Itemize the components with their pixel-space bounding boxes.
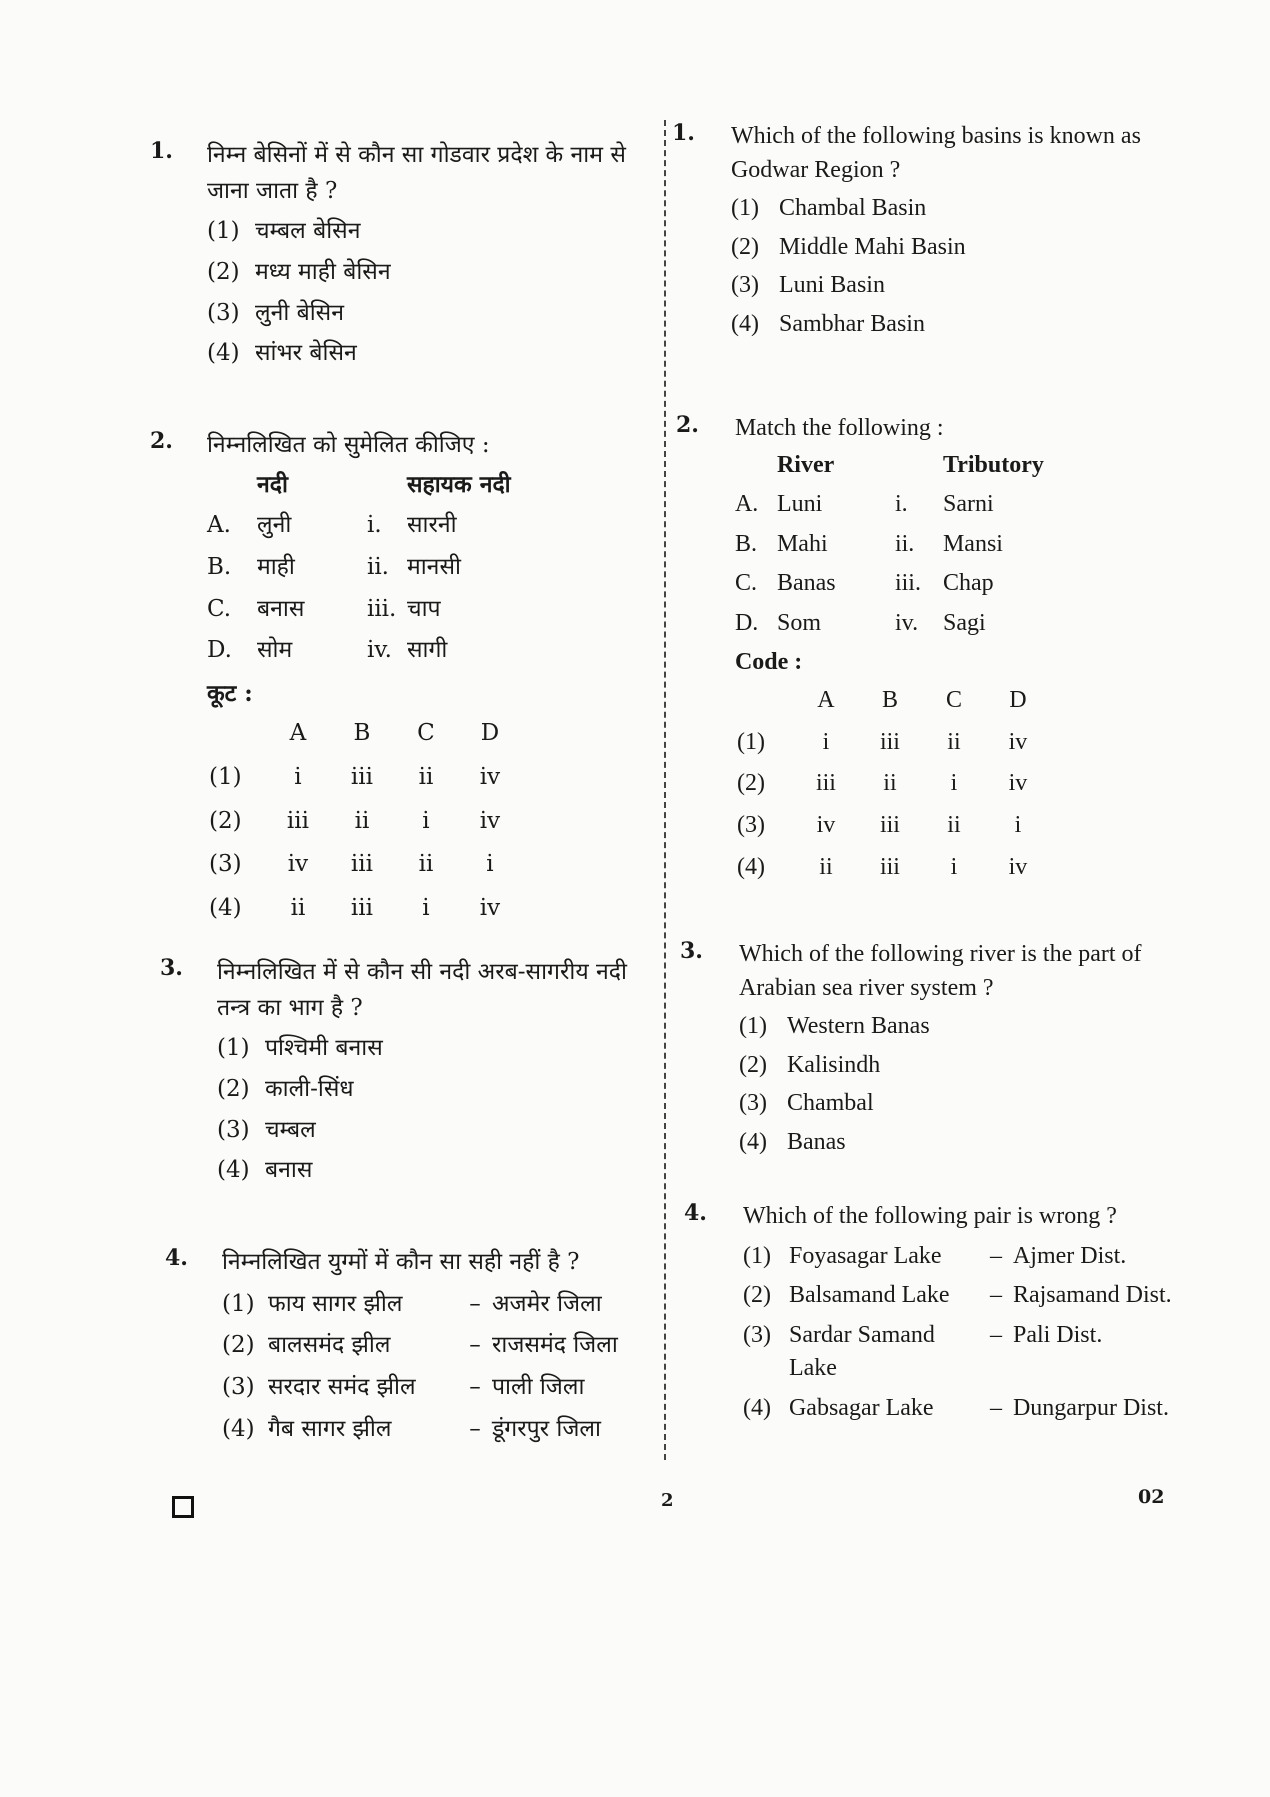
match-cell: iv.: [366, 637, 392, 664]
code-cell: i: [422, 807, 430, 834]
match-cell: B.: [206, 553, 232, 580]
code-cell: iv: [479, 807, 501, 834]
code-cell: i: [1014, 811, 1022, 838]
code-row: [209, 801, 521, 843]
question-text: निम्न बेसिनों में से कौन सा गोडवार प्रदेश के नाम से जाना जाता है ?: [206, 142, 626, 204]
column-header: River: [776, 451, 835, 478]
option-number: (4): [216, 1157, 250, 1184]
code-header: A: [289, 720, 307, 747]
code-option-number: (1): [208, 764, 242, 791]
pair-lake: Balsamand Lake: [788, 1282, 950, 1309]
pair-row: [222, 1328, 652, 1364]
hindi-question-4: [165, 1245, 655, 1453]
pair-number: (4): [742, 1394, 771, 1421]
code-header: A: [817, 687, 835, 714]
option-number: (1): [738, 1013, 767, 1040]
option: [731, 308, 1151, 342]
code-cell: iii: [879, 811, 900, 838]
option-number: (1): [730, 195, 759, 222]
question-text: Which of the following basins is known as Godwar Region ?: [730, 123, 1141, 183]
option-text: Chambal: [786, 1090, 874, 1117]
option-number: (2): [738, 1051, 767, 1078]
match-cell: माही: [256, 553, 295, 580]
english-question-1: [672, 120, 1172, 347]
pair-district: डूंगरपुर जिला: [491, 1415, 601, 1442]
code-header: B: [353, 720, 371, 747]
pair-dash: –: [989, 1282, 1002, 1309]
match-cell: ii.: [894, 530, 915, 557]
match-cell: B.: [734, 530, 757, 557]
option-text: चम्बल: [264, 1116, 316, 1143]
code-option-number: (1): [736, 728, 765, 755]
pair-lake: Gabsagar Lake: [788, 1394, 934, 1421]
match-cell: iii.: [894, 570, 921, 597]
match-row: [207, 505, 511, 547]
option: [731, 231, 1151, 265]
option-text: Western Banas: [786, 1013, 930, 1040]
code-header: B: [881, 687, 898, 714]
option: [731, 192, 1151, 226]
code-cell: [737, 681, 793, 721]
match-cell: ii.: [366, 553, 389, 580]
option-number: (1): [206, 218, 240, 245]
pair-number: (1): [221, 1290, 255, 1317]
option-number: (4): [730, 310, 759, 337]
match-cell: Som: [776, 609, 821, 636]
option-text: काली-सिंध: [264, 1075, 354, 1102]
booklet-code: 02: [1138, 1486, 1165, 1508]
match-cell: Chap: [942, 570, 994, 597]
code-cell: i: [950, 770, 958, 797]
question-number: 3.: [680, 938, 703, 964]
pair-district: पाली जिला: [491, 1373, 585, 1400]
pair-lake: गैब सागर झील: [267, 1415, 392, 1442]
english-question-2: [676, 412, 1176, 889]
question-number: 2.: [676, 412, 699, 438]
code-cell: i: [486, 851, 494, 878]
option: [217, 1153, 637, 1189]
option: [739, 1049, 1159, 1083]
question-number: 3.: [160, 955, 183, 981]
pairs-list: [222, 1287, 652, 1448]
match-cell: सोम: [256, 637, 293, 664]
code-cell: ii: [819, 853, 833, 880]
code-cell: ii: [947, 728, 961, 755]
option-text: बनास: [264, 1157, 313, 1184]
match-cell: A.: [734, 491, 759, 518]
match-table: [735, 446, 1044, 644]
options-list: [217, 1031, 637, 1189]
code-cell: iii: [350, 851, 373, 878]
match-cell: Sarni: [942, 491, 994, 518]
code-option-number: (4): [736, 853, 765, 880]
option-number: (3): [206, 299, 240, 326]
pair-lake: बालसमंद झील: [267, 1332, 391, 1359]
code-option-number: (4): [208, 895, 242, 922]
code-cell: ii: [883, 770, 897, 797]
option-number: (3): [738, 1090, 767, 1117]
option-text: पश्चिमी बनास: [264, 1035, 383, 1062]
match-row: [207, 589, 511, 631]
code-cell: iv: [1008, 853, 1028, 880]
pair-lake: Foyasagar Lake: [788, 1242, 942, 1269]
code-cell: iii: [879, 728, 900, 755]
column-divider: [664, 120, 666, 1460]
code-cell: [209, 713, 265, 755]
question-number: 1.: [150, 138, 173, 164]
pair-lake: फाय सागर झील: [267, 1290, 403, 1317]
option: [217, 1031, 637, 1067]
code-cell: iv: [1008, 728, 1028, 755]
code-cell: iii: [815, 770, 836, 797]
code-cell: iv: [479, 895, 501, 922]
pair-district: Pali Dist.: [1012, 1321, 1103, 1348]
code-cell: iv: [479, 764, 501, 791]
option-text: चम्बल बेसिन: [254, 218, 361, 245]
registration-mark-icon: [172, 1496, 194, 1518]
pair-lake: सरदार समंद झील: [267, 1373, 416, 1400]
question-text: निम्नलिखित को सुमेलित कीजिए :: [206, 432, 490, 458]
match-cell: Luni: [776, 491, 823, 518]
pairs-list: [743, 1240, 1173, 1426]
option-text: मध्य माही बेसिन: [254, 258, 391, 285]
code-cell: iii: [350, 895, 373, 922]
match-row: [207, 547, 511, 589]
question-number: 2.: [150, 428, 173, 454]
match-cell: i.: [894, 491, 908, 518]
column-header: सहायक नदी: [406, 470, 511, 498]
option-number: (2): [206, 258, 240, 285]
option-text: लुनी बेसिन: [254, 299, 344, 326]
option: [207, 214, 627, 250]
code-cell: ii: [354, 807, 370, 834]
pair-dash: –: [989, 1321, 1002, 1348]
pair-number: (4): [221, 1415, 255, 1442]
hindi-question-2: [150, 428, 630, 932]
option-text: Banas: [786, 1128, 846, 1155]
match-row: [735, 564, 1044, 604]
code-label: कूट :: [206, 679, 253, 707]
pair-dash: –: [469, 1290, 481, 1317]
option: [739, 1010, 1159, 1044]
code-cell: ii: [418, 851, 434, 878]
option-number: (4): [738, 1128, 767, 1155]
column-header: नदी: [256, 470, 288, 498]
options-list: [739, 1010, 1159, 1159]
pair-row: [222, 1412, 652, 1448]
pair-district: Rajsamand Dist.: [1012, 1282, 1172, 1309]
pair-dash: –: [989, 1394, 1002, 1421]
match-cell: मानसी: [406, 553, 461, 580]
option-text: Chambal Basin: [778, 195, 927, 222]
option-text: सांभर बेसिन: [254, 340, 357, 367]
code-header: C: [945, 687, 962, 714]
code-header: C: [417, 720, 435, 747]
pair-row: [222, 1287, 652, 1323]
question-text: Match the following :: [734, 415, 944, 441]
code-table: [735, 679, 1051, 889]
option-text: Middle Mahi Basin: [778, 233, 966, 260]
english-question-4: [684, 1200, 1184, 1432]
option-text: Luni Basin: [778, 272, 885, 299]
pair-number: (3): [221, 1373, 255, 1400]
pair-row: [743, 1240, 1173, 1274]
option: [739, 1087, 1159, 1121]
pair-row: [222, 1370, 652, 1406]
option-number: (2): [730, 233, 759, 260]
option-number: (3): [216, 1116, 250, 1143]
pair-dash: –: [469, 1332, 481, 1359]
question-text: Which of the following pair is wrong ?: [742, 1203, 1117, 1229]
match-cell: iii.: [366, 595, 397, 622]
code-option-number: (2): [208, 807, 242, 834]
code-row: [737, 723, 1049, 763]
code-cell: iv: [1008, 770, 1028, 797]
option: [207, 296, 627, 332]
question-number: 4.: [165, 1245, 188, 1271]
code-header-row: [209, 713, 521, 755]
pair-district: Dungarpur Dist.: [1012, 1394, 1169, 1421]
option-number: (4): [206, 340, 240, 367]
option: [217, 1072, 637, 1108]
pair-row: [743, 1392, 1173, 1426]
match-cell: Banas: [776, 570, 836, 597]
code-row: [737, 848, 1049, 888]
question-number: 4.: [684, 1200, 707, 1226]
pair-number: (3): [742, 1321, 771, 1348]
code-cell: iii: [286, 807, 309, 834]
code-cell: ii: [418, 764, 434, 791]
match-row: [735, 604, 1044, 644]
page-number: 2: [661, 1490, 674, 1511]
code-row: [209, 757, 521, 799]
code-header: D: [1009, 687, 1027, 714]
code-label: Code :: [734, 648, 803, 675]
pair-dash: –: [469, 1415, 481, 1442]
match-cell: Sagi: [942, 609, 986, 636]
match-row: [207, 630, 511, 672]
pair-dash: –: [469, 1373, 481, 1400]
option-text: Sambhar Basin: [778, 310, 925, 337]
match-cell: सारनी: [406, 512, 457, 539]
code-cell: iii: [350, 764, 373, 791]
question-text: Which of the following river is the part of Arabian sea river system ?: [738, 941, 1142, 1001]
option: [739, 1126, 1159, 1160]
pair-row: [743, 1319, 1173, 1386]
code-row: [209, 844, 521, 886]
code-row: [737, 806, 1049, 846]
code-cell: i: [422, 895, 430, 922]
hindi-question-3: [160, 955, 640, 1194]
match-cell: Mansi: [942, 530, 1003, 557]
column-header: Tributory: [942, 451, 1044, 478]
match-cell: चाप: [406, 595, 441, 622]
pair-lake: Sardar Samand Lake: [788, 1321, 935, 1382]
match-cell: i.: [366, 512, 382, 539]
pair-dash: –: [989, 1242, 1002, 1269]
option-text: Kalisindh: [786, 1051, 881, 1078]
code-cell: iv: [816, 811, 836, 838]
code-cell: iv: [287, 851, 309, 878]
option-number: (1): [216, 1035, 250, 1062]
match-cell: बनास: [256, 595, 305, 622]
pair-district: अजमेर जिला: [491, 1290, 602, 1317]
code-cell: iii: [879, 853, 900, 880]
option: [207, 336, 627, 372]
english-question-3: [680, 938, 1180, 1165]
match-row: [735, 485, 1044, 525]
match-cell: D.: [734, 609, 759, 636]
hindi-question-1: [150, 138, 630, 377]
option: [217, 1113, 637, 1149]
code-option-number: (2): [736, 770, 765, 797]
match-table: [207, 464, 511, 672]
code-cell: i: [294, 764, 302, 791]
code-table: [207, 711, 523, 931]
option: [207, 255, 627, 291]
match-cell: iv.: [894, 609, 919, 636]
pair-number: (1): [742, 1242, 771, 1269]
match-cell: C.: [206, 595, 232, 622]
match-cell: सागी: [406, 637, 448, 664]
pair-district: राजसमंद जिला: [491, 1332, 618, 1359]
option-number: (2): [216, 1075, 250, 1102]
pair-row: [743, 1279, 1173, 1313]
code-option-number: (3): [736, 811, 765, 838]
question-text: निम्नलिखित युग्मों में कौन सा सही नहीं है ?: [221, 1249, 580, 1275]
match-row: [735, 525, 1044, 565]
options-list: [731, 192, 1151, 341]
match-cell: D.: [206, 637, 232, 664]
code-option-number: (3): [208, 851, 242, 878]
code-cell: ii: [290, 895, 306, 922]
pair-number: (2): [742, 1282, 771, 1309]
code-row: [209, 888, 521, 930]
pair-district: Ajmer Dist.: [1012, 1242, 1127, 1269]
options-list: [207, 214, 627, 372]
code-cell: i: [822, 728, 830, 755]
option-number: (3): [730, 272, 759, 299]
question-number: 1.: [672, 120, 695, 146]
match-cell: लुनी: [256, 512, 292, 539]
match-cell: A.: [206, 512, 231, 539]
match-cell: C.: [734, 570, 757, 597]
code-cell: ii: [947, 811, 961, 838]
option: [731, 269, 1151, 303]
question-text: निम्नलिखित में से कौन सी नदी अरब-सागरीय नदी तन्त्र का भाग है ?: [216, 959, 627, 1021]
code-cell: i: [950, 853, 958, 880]
code-header-row: [737, 681, 1049, 721]
code-header: D: [480, 720, 500, 747]
pair-number: (2): [221, 1332, 255, 1359]
code-row: [737, 764, 1049, 804]
match-cell: Mahi: [776, 530, 828, 557]
